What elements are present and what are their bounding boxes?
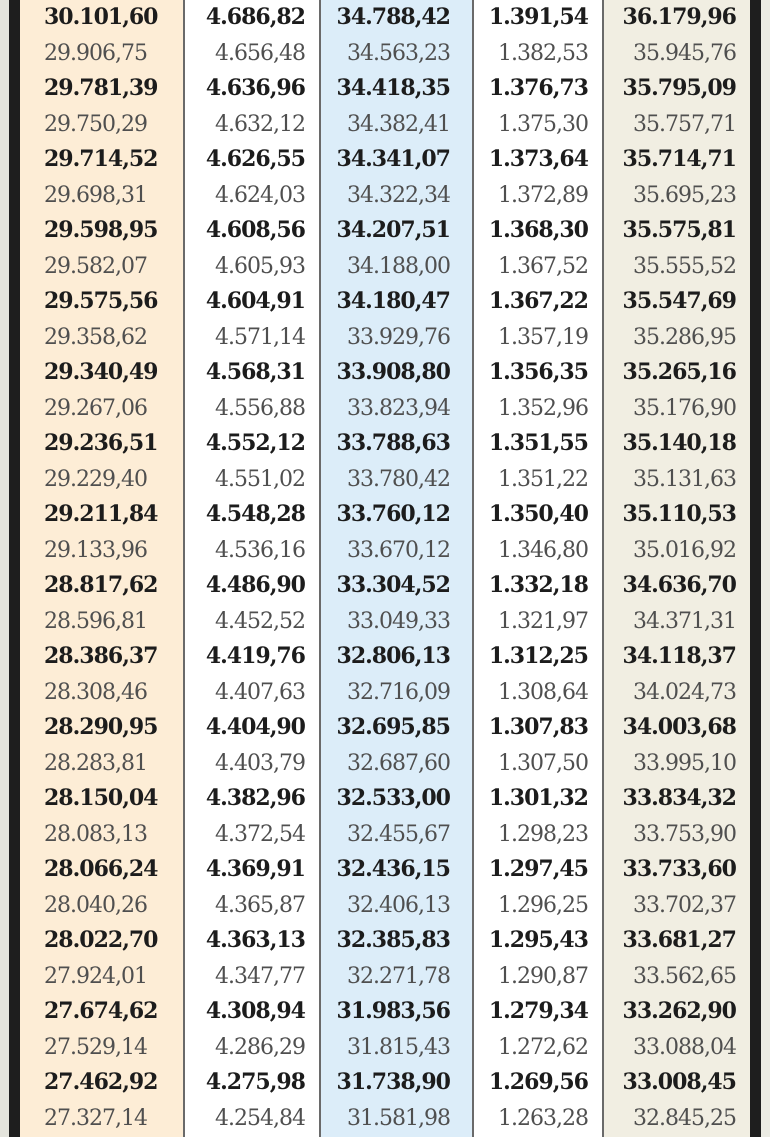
table-cell: 32.687,60	[347, 750, 450, 776]
table-cell: 1.368,30	[488, 217, 588, 243]
table-cell: 1.298,23	[498, 821, 588, 847]
table-cell: 4.605,93	[215, 253, 305, 279]
table-cell: 1.351,22	[498, 466, 588, 492]
table-cell: 36.179,96	[622, 4, 736, 30]
table-cell: 29.575,56	[44, 288, 158, 314]
table-cell: 4.556,88	[215, 395, 305, 421]
table-cell: 4.369,91	[205, 856, 305, 882]
table-cell: 34.322,34	[347, 182, 450, 208]
table-cell: 33.702,37	[633, 892, 736, 918]
table-cell: 33.681,27	[622, 927, 736, 953]
table-cell: 33.262,90	[622, 998, 736, 1024]
table-cell: 35.555,52	[633, 253, 736, 279]
table-cell: 32.806,13	[336, 643, 450, 669]
table-cell: 33.760,12	[336, 501, 450, 527]
table-cell: 35.140,18	[622, 430, 736, 456]
table-cell: 34.024,73	[633, 679, 736, 705]
table-cell: 32.533,00	[336, 785, 450, 811]
table-cell: 35.575,81	[622, 217, 736, 243]
table-cell: 35.286,95	[633, 324, 736, 350]
table-cell: 29.358,62	[44, 324, 147, 350]
data-table	[20, 0, 750, 1137]
table-cell: 28.150,04	[44, 785, 158, 811]
table-cell: 32.695,85	[336, 714, 450, 740]
table-cell: 1.307,83	[488, 714, 588, 740]
table-cell: 35.547,69	[622, 288, 736, 314]
table-cell: 28.066,24	[44, 856, 158, 882]
table-cell: 1.307,50	[498, 750, 588, 776]
table-cell: 1.296,25	[498, 892, 588, 918]
table-cell: 1.350,40	[488, 501, 588, 527]
table-cell: 27.462,92	[44, 1069, 158, 1095]
table-cell: 1.356,35	[488, 359, 588, 385]
table-cell: 35.265,16	[622, 359, 736, 385]
table-cell: 35.757,71	[633, 111, 736, 137]
table-cell: 34.207,51	[336, 217, 450, 243]
table-cell: 32.845,25	[633, 1105, 736, 1131]
table-cell: 28.290,95	[44, 714, 158, 740]
table-cell: 35.714,71	[622, 146, 736, 172]
table-cell: 33.733,60	[622, 856, 736, 882]
table-cell: 29.906,75	[44, 40, 147, 66]
table-cell: 29.267,06	[44, 395, 147, 421]
table-cell: 28.817,62	[44, 572, 158, 598]
table-cell: 34.563,23	[347, 40, 450, 66]
table-cell: 28.386,37	[44, 643, 158, 669]
table-cell: 4.571,14	[215, 324, 305, 350]
left-page-edge	[0, 0, 9, 1137]
table-cell: 35.695,23	[633, 182, 736, 208]
table-cell: 33.088,04	[633, 1034, 736, 1060]
table-cell: 4.403,79	[215, 750, 305, 776]
table-cell: 33.780,42	[347, 466, 450, 492]
table-cell: 28.040,26	[44, 892, 147, 918]
table-cell: 33.753,90	[633, 821, 736, 847]
table-cell: 4.452,52	[215, 608, 305, 634]
table-cell: 4.404,90	[205, 714, 305, 740]
table-cell: 35.795,09	[622, 75, 736, 101]
table-cell: 1.373,64	[488, 146, 588, 172]
table-cell: 35.176,90	[633, 395, 736, 421]
table-cell: 1.297,45	[488, 856, 588, 882]
table-cell: 28.022,70	[44, 927, 158, 953]
table-cell: 33.788,63	[336, 430, 450, 456]
table-cell: 4.286,29	[215, 1034, 305, 1060]
table-cell: 1.367,22	[488, 288, 588, 314]
table-cell: 35.110,53	[622, 501, 736, 527]
table-cell: 4.656,48	[215, 40, 305, 66]
table-cell: 4.624,03	[215, 182, 305, 208]
table-cell: 32.716,09	[347, 679, 450, 705]
table-cell: 1.269,56	[488, 1069, 588, 1095]
table-cell: 34.371,31	[633, 608, 736, 634]
table-cell: 4.548,28	[205, 501, 305, 527]
table-cell: 1.332,18	[488, 572, 588, 598]
table-cell: 4.363,13	[205, 927, 305, 953]
table-cell: 28.308,46	[44, 679, 147, 705]
table-cell: 1.367,52	[498, 253, 588, 279]
table-cell: 1.321,97	[498, 608, 588, 634]
table-cell: 34.341,07	[336, 146, 450, 172]
table-cell: 28.283,81	[44, 750, 147, 776]
table-cell: 1.290,87	[498, 963, 588, 989]
table-cell: 33.562,65	[633, 963, 736, 989]
table-cell: 4.604,91	[205, 288, 305, 314]
table-cell: 34.180,47	[336, 288, 450, 314]
column-2	[185, 0, 321, 1137]
table-cell: 33.049,33	[347, 608, 450, 634]
table-cell: 30.101,60	[44, 4, 158, 30]
table-cell: 1.351,55	[488, 430, 588, 456]
table-cell: 1.308,64	[498, 679, 588, 705]
table-cell: 32.436,15	[336, 856, 450, 882]
table-cell: 4.636,96	[205, 75, 305, 101]
column-3	[321, 0, 474, 1137]
table-cell: 34.788,42	[336, 4, 450, 30]
table-cell: 4.382,96	[205, 785, 305, 811]
table-cell: 4.626,55	[205, 146, 305, 172]
column-4	[474, 0, 604, 1137]
table-cell: 1.301,32	[488, 785, 588, 811]
table-cell: 28.083,13	[44, 821, 147, 847]
table-cell: 29.698,31	[44, 182, 147, 208]
column-1	[20, 0, 185, 1137]
table-cell: 4.365,87	[215, 892, 305, 918]
table-cell: 29.133,96	[44, 537, 147, 563]
table-cell: 4.632,12	[215, 111, 305, 137]
table-cell: 32.406,13	[347, 892, 450, 918]
table-cell: 32.271,78	[347, 963, 450, 989]
table-cell: 28.596,81	[44, 608, 147, 634]
table-cell: 1.279,34	[488, 998, 588, 1024]
table-cell: 1.346,80	[498, 537, 588, 563]
table-cell: 4.551,02	[215, 466, 305, 492]
table-cell: 1.272,62	[498, 1034, 588, 1060]
right-border-bar	[750, 0, 761, 1137]
table-cell: 27.674,62	[44, 998, 158, 1024]
table-cell: 4.275,98	[205, 1069, 305, 1095]
table-cell: 1.357,19	[498, 324, 588, 350]
left-border-bar	[9, 0, 20, 1137]
table-cell: 1.372,89	[498, 182, 588, 208]
table-cell: 4.407,63	[215, 679, 305, 705]
table-cell: 29.211,84	[44, 501, 158, 527]
table-cell: 1.352,96	[498, 395, 588, 421]
table-cell: 4.568,31	[205, 359, 305, 385]
table-cell: 29.582,07	[44, 253, 147, 279]
table-cell: 4.372,54	[215, 821, 305, 847]
table-cell: 34.382,41	[347, 111, 450, 137]
column-5	[604, 0, 750, 1137]
table-cell: 32.385,83	[336, 927, 450, 953]
table-cell: 4.536,16	[215, 537, 305, 563]
table-cell: 31.738,90	[336, 1069, 450, 1095]
table-cell: 1.376,73	[488, 75, 588, 101]
table-cell: 1.263,28	[498, 1105, 588, 1131]
table-cell: 33.823,94	[347, 395, 450, 421]
table-cell: 4.308,94	[205, 998, 305, 1024]
table-cell: 34.418,35	[336, 75, 450, 101]
table-cell: 29.340,49	[44, 359, 158, 385]
table-cell: 4.254,84	[215, 1105, 305, 1131]
table-cell: 34.003,68	[622, 714, 736, 740]
table-cell: 33.995,10	[633, 750, 736, 776]
table-cell: 4.347,77	[215, 963, 305, 989]
table-cell: 29.229,40	[44, 466, 147, 492]
table-cell: 4.608,56	[205, 217, 305, 243]
table-cell: 33.304,52	[336, 572, 450, 598]
table-cell: 1.295,43	[488, 927, 588, 953]
table-cell: 27.924,01	[44, 963, 147, 989]
table-cell: 35.016,92	[633, 537, 736, 563]
table-cell: 1.391,54	[488, 4, 588, 30]
table-cell: 33.908,80	[336, 359, 450, 385]
table-cell: 33.834,32	[622, 785, 736, 811]
table-cell: 1.312,25	[488, 643, 588, 669]
table-cell: 31.815,43	[347, 1034, 450, 1060]
right-page-edge	[761, 0, 770, 1137]
table-cell: 1.375,30	[498, 111, 588, 137]
table-cell: 29.750,29	[44, 111, 147, 137]
table-cell: 29.714,52	[44, 146, 158, 172]
table-cell: 33.670,12	[347, 537, 450, 563]
table-cell: 34.188,00	[347, 253, 450, 279]
table-cell: 33.008,45	[622, 1069, 736, 1095]
table-cell: 31.581,98	[347, 1105, 450, 1131]
table-cell: 1.382,53	[498, 40, 588, 66]
table-cell: 32.455,67	[347, 821, 450, 847]
table-cell: 34.636,70	[622, 572, 736, 598]
table-cell: 29.781,39	[44, 75, 158, 101]
table-cell: 34.118,37	[622, 643, 736, 669]
table-cell: 33.929,76	[347, 324, 450, 350]
table-cell: 27.327,14	[44, 1105, 147, 1131]
table-cell: 35.945,76	[633, 40, 736, 66]
table-cell: 35.131,63	[633, 466, 736, 492]
table-cell: 31.983,56	[336, 998, 450, 1024]
table-cell: 29.236,51	[44, 430, 158, 456]
table-cell: 27.529,14	[44, 1034, 147, 1060]
table-cell: 4.419,76	[205, 643, 305, 669]
table-cell: 29.598,95	[44, 217, 158, 243]
table-cell: 4.686,82	[205, 4, 305, 30]
table-cell: 4.552,12	[205, 430, 305, 456]
table-cell: 4.486,90	[205, 572, 305, 598]
